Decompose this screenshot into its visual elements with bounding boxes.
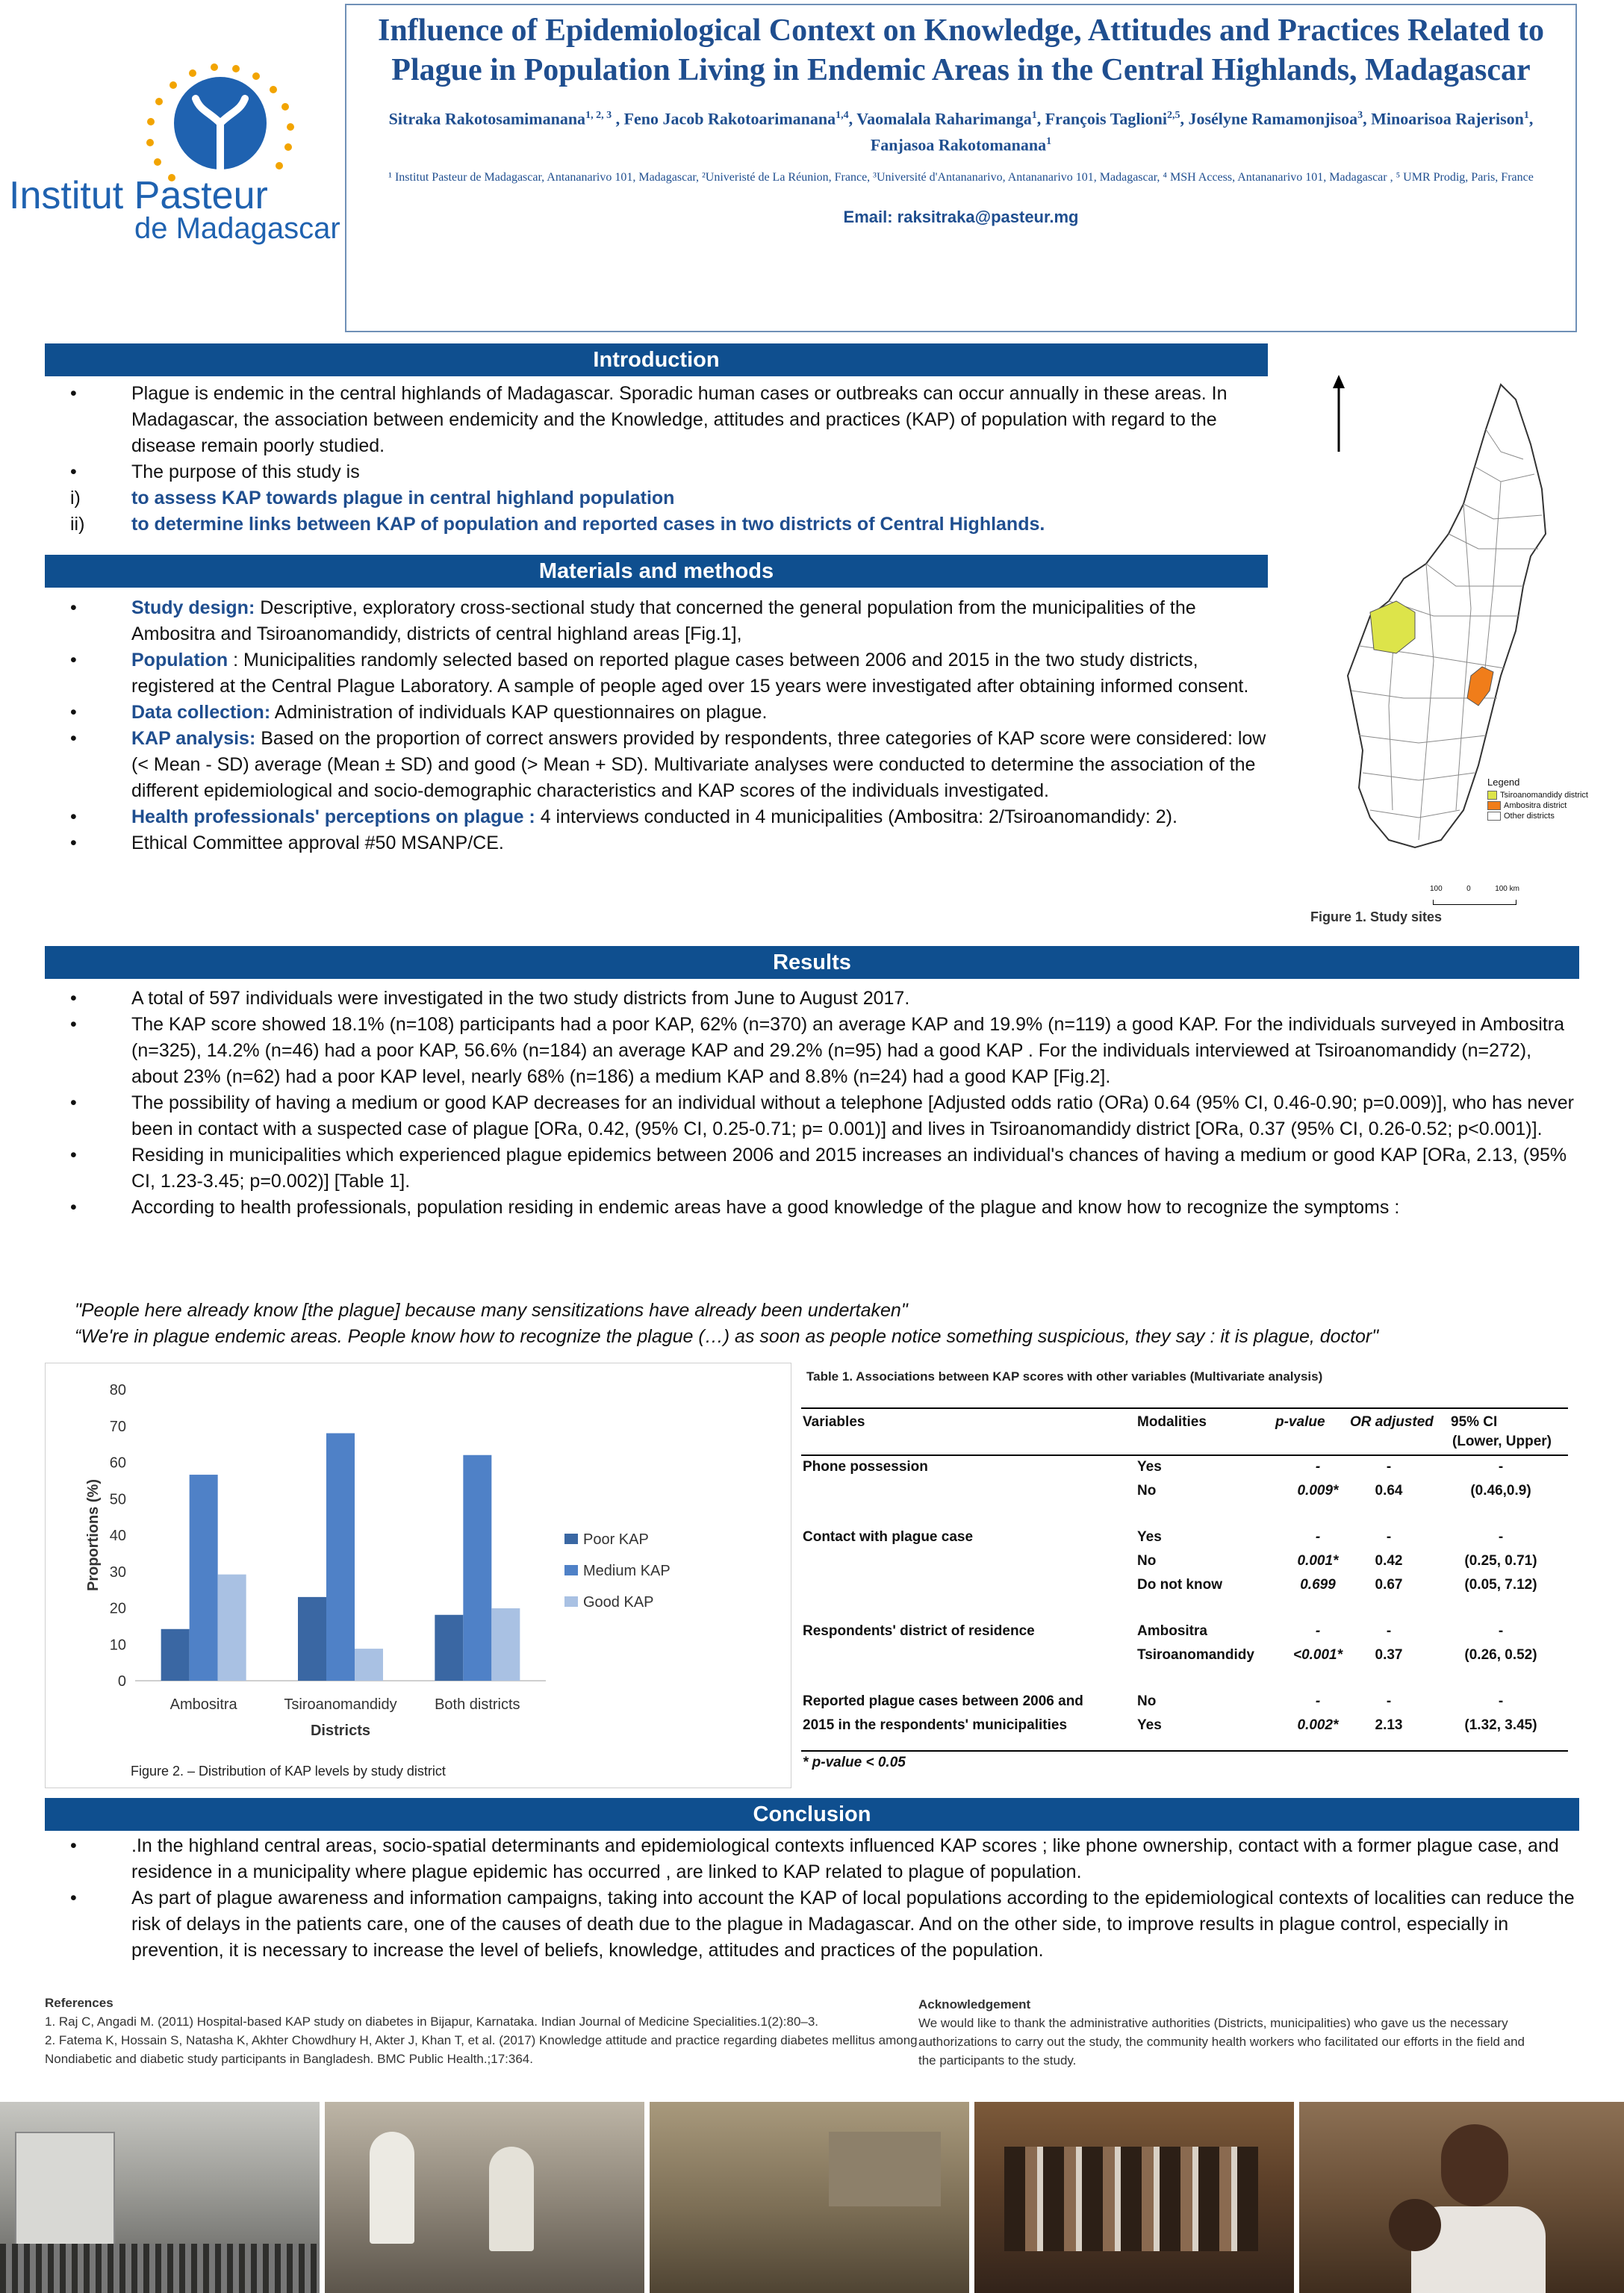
logo-text-line1: Institut Pasteur <box>9 174 268 217</box>
table-cell-variable: Reported plague cases between 2006 and <box>803 1693 1083 1709</box>
introduction-list <box>45 381 1254 538</box>
y-tick-label: 10 <box>109 1637 126 1654</box>
item-text: The purpose of this study is <box>131 461 360 482</box>
table-cell-ci: (0.05, 7.12) <box>1464 1577 1537 1593</box>
introduction-item <box>45 485 1254 511</box>
bullet-marker: • <box>70 1014 77 1035</box>
table-cell-ci: (0.46,0.9) <box>1470 1483 1531 1499</box>
reference-2: 2. Fatema K, Hossain S, Natasha K, Akhter Chowdhury H, Akter J, Khan T, et al. (2017) Knowledge attitude and practice regarding diabetes mellitus among Nondiabetic and diabetic study participants in Bangladesh. BMC Public Health.;17:364. <box>45 2033 918 2066</box>
scale-label-mid: 0 <box>1466 885 1471 893</box>
table-cell-or: - <box>1386 1693 1392 1709</box>
table1-caption: Table 1. Associations between KAP scores with other variables (Multivariate analysis) <box>806 1369 1323 1384</box>
methods-heading: Materials and methods <box>45 555 1268 588</box>
bar-good-kap <box>355 1649 383 1681</box>
map-legend-item <box>1487 812 1588 821</box>
author-affiliation-sup: 1 <box>1031 110 1037 121</box>
bar-poor-kap <box>161 1629 190 1681</box>
item-text: The KAP score showed 18.1% (n=108) participants had a poor KAP, 62% (n=370) an average KAP and 19.9% (n=119) a good KAP. For the individuals surveyed in Ambositra (n=325), 14.2% (n=46) had a poor KAP, 56.6% (n=184) an average KAP and 29.2% (n=95) had a good KAP . For the individuals interviewed at Tsiroanomandidy (n=272), about 23% (n=62) had a poor KAP level, nearly 68% (n=186) a medium KAP and 8.8% (n=24) had a good KAP [Fig.2]. <box>131 1014 1565 1087</box>
x-tick-label: Ambositra <box>169 1696 237 1713</box>
photo-mother-child <box>1299 2102 1624 2293</box>
author-affiliation-sup: 2,5 <box>1166 110 1180 121</box>
title-box <box>345 4 1577 332</box>
author-affiliation-sup: 3 <box>1357 110 1363 121</box>
y-tick-label: 20 <box>109 1600 126 1617</box>
col-header-ci: 95% CI <box>1451 1414 1498 1430</box>
map-legend-swatch <box>1487 812 1501 821</box>
y-tick-label: 70 <box>109 1418 126 1435</box>
y-axis-label: Proportions (%) <box>85 1479 102 1591</box>
col-header-ci-sub: (Lower, Upper) <box>1452 1434 1552 1449</box>
results-item <box>45 1090 1583 1142</box>
references <box>45 1994 918 2068</box>
legend-label: Poor KAP <box>583 1531 649 1548</box>
methods-item <box>45 804 1269 830</box>
bullet-marker: • <box>70 383 77 404</box>
col-header-modalities: Modalities <box>1137 1414 1207 1430</box>
author-affiliation-sup: 1, 2, 3 <box>585 110 612 121</box>
author-name: , Feno Jacob Rakotoarimanana <box>612 109 836 128</box>
bar-poor-kap <box>435 1615 463 1681</box>
bullet-marker: • <box>70 702 77 723</box>
item-text: to determine links between KAP of population and reported cases in two districts of Central Highlands. <box>131 514 1045 535</box>
y-tick-label: 30 <box>109 1564 126 1581</box>
author-affiliation-sup: 1,4 <box>836 110 849 121</box>
map-legend-label: Ambositra district <box>1504 801 1567 810</box>
x-tick-label: Tsiroanomandidy <box>284 1696 397 1713</box>
bullet-marker: • <box>70 650 77 671</box>
logo-text-line2: de Madagascar <box>134 212 340 245</box>
bullet-marker: i) <box>70 488 81 508</box>
table-cell-ci: (0.26, 0.52) <box>1464 1647 1537 1663</box>
contact-email[interactable]: Email: raksitraka@pasteur.mg <box>843 207 1079 226</box>
author-affiliation-sup: 1 <box>1523 110 1529 121</box>
introduction-heading: Introduction <box>45 343 1268 376</box>
bullet-marker: • <box>70 833 77 853</box>
table-cell-ci: - <box>1498 1693 1504 1709</box>
logo-emblem-icon <box>7 52 340 187</box>
table-cell-ci: - <box>1498 1529 1504 1545</box>
x-tick-label: Both districts <box>435 1696 520 1713</box>
y-tick-label: 60 <box>109 1454 126 1472</box>
author-name: , Josélyne Ramamonjisoa <box>1180 109 1358 128</box>
legend-label: Good KAP <box>583 1594 654 1611</box>
bullet-marker: • <box>70 728 77 749</box>
table-cell-or: 2.13 <box>1375 1717 1403 1733</box>
scale-label-right: 100 km <box>1495 885 1519 893</box>
institut-pasteur-logo <box>7 52 340 261</box>
map-legend-swatch <box>1487 791 1497 800</box>
conclusion-item <box>45 1833 1583 1885</box>
study-sites-map <box>1277 362 1587 930</box>
table-cell-variable: Respondents' district of residence <box>803 1623 1035 1639</box>
item-label: Health professionals' perceptions on plague : <box>131 806 535 827</box>
table-cell-modality: Do not know <box>1137 1577 1222 1593</box>
acknowledgement <box>918 1995 1538 2070</box>
item-text: Descriptive, exploratory cross-sectional study that concerned the general population from the municipalities of the Ambositra and Tsiroanomandidy, districts of central highland areas [Fig.1], <box>131 597 1196 644</box>
map-legend-item <box>1487 801 1588 810</box>
map-scale-bar <box>1430 885 1534 915</box>
bullet-marker: • <box>70 1888 77 1908</box>
author-affiliation-sup: 1 <box>1046 136 1052 148</box>
conclusion-list <box>45 1833 1583 1964</box>
map-legend-label: Other districts <box>1504 812 1555 821</box>
legend-swatch <box>564 1596 578 1607</box>
y-tick-label: 40 <box>109 1528 126 1544</box>
introduction-item <box>45 381 1254 459</box>
table-cell-pvalue: 0.001* <box>1297 1553 1339 1569</box>
table1-footnote: * p-value < 0.05 <box>803 1755 906 1770</box>
map-legend-item <box>1487 791 1588 800</box>
item-label: KAP analysis: <box>131 728 256 749</box>
table-cell-pvalue: <0.001* <box>1292 1647 1343 1663</box>
author-name: , Fanjasoa Rakotomanana <box>870 109 1534 155</box>
table-cell-or: 0.67 <box>1375 1577 1403 1593</box>
item-text: A total of 597 individuals were investigated in the two study districts from June to August 2017. <box>131 988 910 1009</box>
y-tick-label: 80 <box>109 1382 126 1398</box>
photo-historic-care <box>325 2102 644 2293</box>
bar-good-kap <box>218 1575 246 1681</box>
item-text: As part of plague awareness and information campaigns, taking into account the KAP of local populations according to the epidemiological contexts of localities can reduce the risk of delays in the patients care, one of the causes of death due to the plague in Madagascar. And on the other side, to improve results in plague control, especially in prevention, it is necessary to increase the level of beliefs, knowledge, attitudes and practices of the population. <box>131 1888 1575 1961</box>
table-cell-ci: (1.32, 3.45) <box>1464 1717 1537 1733</box>
y-tick-label: 50 <box>109 1491 126 1508</box>
item-text: to assess KAP towards plague in central highland population <box>131 488 675 508</box>
item-label: Study design: <box>131 597 255 618</box>
table-cell-modality: Ambositra <box>1137 1623 1207 1639</box>
affiliations: ¹ Institut Pasteur de Madagascar, Antananarivo 101, Madagascar, ²Univeristé de La Réunion, France, ³Université d'Antananarivo, Antananarivo 101, Madagascar, ⁴ MSH Access, Antananarivo 101, Madagascar , ⁵ UMR Prodig, Paris, France <box>388 170 1534 184</box>
bullet-marker: • <box>70 806 77 827</box>
author-name: , François Taglioni <box>1036 109 1167 128</box>
methods-list <box>45 595 1269 856</box>
legend-swatch <box>564 1534 578 1544</box>
acknowledgement-heading: Acknowledgement <box>918 1997 1031 2012</box>
table-cell-modality: No <box>1137 1553 1157 1569</box>
map-legend-label: Tsiroanomandidy district <box>1500 791 1588 800</box>
col-header-variables: Variables <box>803 1414 865 1430</box>
scale-label-left: 100 <box>1430 885 1443 893</box>
results-item <box>45 1012 1583 1090</box>
figure1-caption: Figure 1. Study sites <box>1310 909 1443 924</box>
item-label: Data collection: <box>131 702 271 723</box>
x-axis-label: Districts <box>310 1723 371 1737</box>
results-item <box>45 1195 1583 1221</box>
map-legend-title: Legend <box>1487 777 1520 788</box>
table-cell-modality: Tsiroanomandidy <box>1137 1647 1254 1663</box>
bar-poor-kap <box>298 1597 326 1681</box>
methods-item <box>45 830 1269 856</box>
table-cell-pvalue: - <box>1315 1693 1321 1709</box>
table-cell-modality: Yes <box>1137 1459 1162 1475</box>
poster-title: Influence of Epidemiological Context on Knowledge, Attitudes and Practices Related to Plague in Population Living in Endemic Areas in the Central Highlands, Madagascar <box>377 13 1545 87</box>
col-header-or <box>1350 1414 1434 1431</box>
table-cell-ci: (0.25, 0.71) <box>1464 1553 1537 1569</box>
table-cell-pvalue: 0.009* <box>1297 1483 1339 1499</box>
results-item <box>45 1142 1583 1195</box>
table-cell-ci: - <box>1498 1459 1504 1475</box>
table-cell-ci: - <box>1498 1623 1504 1639</box>
introduction-item <box>45 511 1254 538</box>
results-heading: Results <box>45 946 1579 979</box>
map-legend-swatch <box>1487 801 1501 810</box>
item-text: Administration of individuals KAP questionnaires on plague. <box>270 702 768 723</box>
item-text: Residing in municipalities which experienced plague epidemics between 2006 and 2015 increases an individual's chances of having a medium or good KAP [ORa, 2.13, (95% CI, 1.23-3.45; p=0.002)] [Table 1]. <box>131 1145 1567 1192</box>
figure2-caption: Figure 2. – Distribution of KAP levels by study district <box>131 1764 446 1779</box>
quote-1: "People here already know [the plague] because many sensitizations have already been undertaken" <box>75 1300 908 1321</box>
bar-medium-kap <box>326 1434 355 1681</box>
methods-item <box>45 647 1269 700</box>
item-text: Ethical Committee approval #50 MSANP/CE. <box>131 833 504 853</box>
item-text: Based on the proportion of correct answers provided by respondents, three categories of KAP score were considered: low (< Mean - SD) average (Mean ± SD) and good (> Mean + SD). Multivariate analyses were conducted to determine the association of the different epidemiological and socio-demographic characteristics and KAP scores of the individuals investigated. <box>131 728 1266 801</box>
references-heading: References <box>45 1996 113 2010</box>
item-text: 4 interviews conducted in 4 municipalities (Ambositra: 2/Tsiroanomandidy: 2). <box>535 806 1177 827</box>
conclusion-item <box>45 1885 1583 1964</box>
item-text: : Municipalities randomly selected based on reported plague cases between 2006 and 2015 in the two study districts, registered at the Central Plague Laboratory. A sample of people aged over 15 years were investigated after obtaining informed consent. <box>131 650 1249 697</box>
table-cell-pvalue: - <box>1315 1623 1321 1639</box>
table-cell-or: - <box>1386 1529 1392 1545</box>
author-name: , Vaomalala Raharimanga <box>848 109 1032 128</box>
table-cell-or: - <box>1386 1459 1392 1475</box>
table-cell-pvalue: - <box>1315 1529 1321 1545</box>
table-cell-pvalue: 0.699 <box>1300 1577 1336 1593</box>
bullet-marker: • <box>70 988 77 1009</box>
item-text: Plague is endemic in the central highlands of Madagascar. Sporadic human cases or outbreaks can occur annually in these areas. In Madagascar, the association between endemicity and the Knowledge, attitudes and practices (KAP) of population with regard to the disease remain poorly studied. <box>131 383 1228 456</box>
table-cell-modality: No <box>1137 1483 1157 1499</box>
bullet-marker: • <box>70 1092 77 1113</box>
kap-chart-frame <box>45 1363 791 1788</box>
y-tick-label: 0 <box>117 1673 126 1690</box>
item-text: .In the highland central areas, socio-spatial determinants and epidemiological contexts influenced KAP scores ; like phone ownership, contact with a former plague case, and residence in a municipality where plague epidemic has occurred , are linked to KAP related to plague of population. <box>131 1835 1559 1882</box>
table-cell-pvalue: - <box>1315 1459 1321 1475</box>
reference-1: 1. Raj C, Angadi M. (2011) Hospital-based KAP study on diabetes in Bijapur, Karnataka. Indian Journal of Medicine Specialities.1(2):80–3. <box>45 2014 819 2029</box>
photo-community-group <box>974 2102 1294 2293</box>
methods-item <box>45 700 1269 726</box>
author-list <box>360 104 1562 157</box>
table-cell-or: 0.42 <box>1375 1553 1403 1569</box>
bullet-marker: • <box>70 1835 77 1856</box>
acknowledgement-text: We would like to thank the administrative authorities (Districts, municipalities) who gave us the necessary authorizations to carry out the study, the community health workers who facilitated our efforts in the field and the participants to the study. <box>918 2016 1525 2068</box>
author-name: , Minoarisoa Rajerison <box>1363 109 1524 128</box>
photo-historic-gathering <box>0 2102 320 2293</box>
methods-item <box>45 726 1269 804</box>
table-cell-variable: Contact with plague case <box>803 1529 974 1545</box>
bar-medium-kap <box>190 1475 218 1681</box>
legend-label: Medium KAP <box>583 1563 671 1579</box>
introduction-item <box>45 459 1254 485</box>
item-text: The possibility of having a medium or good KAP decreases for an individual without a telephone [Adjusted odds ratio (ORa) 0.64 (95% CI, 0.46-0.90; p=0.009)], who has never been in contact with a suspected case of plague [ORa, 0.42, (95% CI, 0.25-0.71; p= 0.001)] and lives in Tsiroanomandidy district [ORa, 0.37 (95% CI, 0.26-0.52; p<0.001)]. <box>131 1092 1574 1139</box>
table-cell-or: 0.64 <box>1375 1483 1403 1499</box>
kap-bar-chart <box>46 1363 791 1737</box>
table-cell-pvalue: 0.002* <box>1297 1717 1339 1733</box>
author-name: Sitraka Rakotosamimanana <box>388 109 586 128</box>
item-text: According to health professionals, population residing in endemic areas have a good knowledge of the plague and know how to recognize the symptoms : <box>131 1197 1400 1218</box>
bullet-marker: • <box>70 597 77 618</box>
methods-item <box>45 595 1269 647</box>
bullet-marker: • <box>70 1145 77 1166</box>
table-cell-or: 0.37 <box>1375 1647 1403 1663</box>
col-header-pvalue: p-value <box>1275 1414 1325 1430</box>
conclusion-heading: Conclusion <box>45 1798 1579 1831</box>
map-legend <box>1487 777 1588 822</box>
quotes <box>75 1298 1620 1350</box>
table-cell-modality: No <box>1137 1693 1157 1709</box>
col-header-or-text: OR adjusted <box>1350 1414 1434 1430</box>
bar-medium-kap <box>463 1455 491 1681</box>
table-cell-modality: Yes <box>1137 1529 1162 1545</box>
bar-good-kap <box>491 1608 520 1681</box>
legend-swatch <box>564 1565 578 1575</box>
table-cell-variable: 2015 in the respondents' municipalities <box>803 1717 1068 1733</box>
item-label: Population <box>131 650 228 671</box>
bullet-marker: • <box>70 1197 77 1218</box>
results-list <box>45 986 1583 1221</box>
photo-historic-village <box>650 2102 969 2293</box>
bullet-marker: ii) <box>70 514 85 535</box>
table-cell-modality: Yes <box>1137 1717 1162 1733</box>
quote-2: “We're in plague endemic areas. People know how to recognize the plague (…) as soon as people notice something suspicious, they say : it is plague, doctor" <box>75 1326 1379 1347</box>
bullet-marker: • <box>70 461 77 482</box>
table-cell-variable: Phone possession <box>803 1459 928 1475</box>
table-cell-or: - <box>1386 1623 1392 1639</box>
results-item <box>45 986 1583 1012</box>
table1 <box>799 1366 1583 1785</box>
